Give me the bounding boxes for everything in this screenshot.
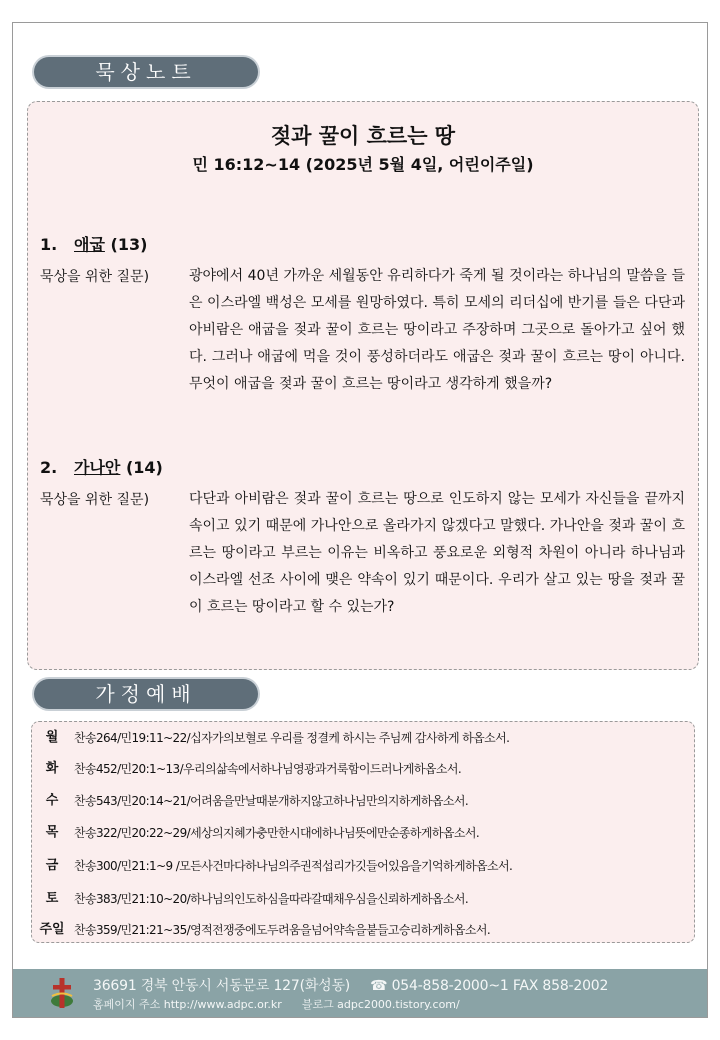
section-verse: (13) bbox=[110, 235, 148, 254]
worship-text: 찬송300/민21:1~9 /모든사건마다하나님의주권적섭리가깃들어있음을기억하게하옵소서. bbox=[74, 859, 513, 873]
question-label: 묵상을 위한 질문) bbox=[40, 269, 150, 285]
section-name: 애굽 bbox=[74, 235, 105, 254]
worship-row bbox=[32, 920, 694, 940]
section-number: 2. bbox=[40, 458, 58, 477]
worship-row bbox=[32, 889, 694, 909]
section-name: 가나안 bbox=[74, 458, 121, 477]
worship-text: 찬송264/민19:11~22/십자가의보혈로 우리를 정결케 하시는 주님께 감사하게 하옵소서. bbox=[74, 731, 510, 745]
church-web bbox=[93, 996, 460, 1012]
worship-text: 찬송359/민21:21~35/영적전쟁중에도두려움을넘어약속을붙들고승리하게하옵소서. bbox=[74, 923, 491, 937]
worship-day: 목 bbox=[45, 825, 59, 840]
sermon-title: 젖과 꿀이 흐르는 땅 bbox=[270, 124, 456, 148]
scripture-reference: 민 16:12~14 (2025년 5월 4일, 어린이주일) bbox=[192, 155, 534, 174]
worship-row bbox=[32, 728, 694, 748]
section-heading-canaan bbox=[40, 455, 163, 478]
worship-row bbox=[32, 856, 694, 876]
church-phone: ☎ 054-858-2000~1 FAX 858-2002 bbox=[370, 978, 609, 994]
question-text: 광야에서 40년 가까운 세월동안 유리하다가 죽게 될 것이라는 하나님의 말씀을 들은 이스라엘 백성은 모세를 원망하였다. 특히 모세의 리더십에 반기를 들은 다단과 아비람은 애굽을 젖과 꿀이 흐르는 땅이라고 주장하며 그곳으로 돌아가고 싶어 했다. 그러나 애굽에 먹을 것이 풍성하더라도 애굽은 젖과 꿀이 흐르는 땅이 아니다. 무엇이 애굽을 젖과 꿀이 흐르는 땅이라고 생각하게 했을까? bbox=[189, 268, 685, 392]
church-cross-logo-icon bbox=[49, 976, 75, 1010]
worship-day: 주일 bbox=[39, 922, 65, 937]
worship-day: 수 bbox=[45, 793, 59, 808]
church-contact bbox=[93, 975, 608, 995]
worship-text: 찬송322/민20:22~29/세상의지혜가충만한시대에하나님뜻에만순종하게하옵소서. bbox=[74, 826, 480, 840]
worship-row bbox=[32, 759, 694, 779]
worship-row bbox=[32, 791, 694, 811]
question-text: 다단과 아비람은 젖과 꿀이 흐르는 땅으로 인도하지 않는 모세가 자신들을 끝까지 속이고 있기 때문에 가나안으로 올라가지 않겠다고 말했다. 가나안을 젖과 꿀이 흐르는 땅이라고 부르는 이유는 비옥하고 풍요로운 외형적 차원이 아니라 하나님과 이스라엘 선조 사이에 맺은 약속이 있기 때문이다. 우리가 살고 있는 땅을 젖과 꿀이 흐르는 땅이라고 할 수 있는가? bbox=[189, 491, 685, 615]
worship-day: 토 bbox=[45, 891, 59, 906]
worship-text: 찬송452/민20:1~13/우리의삶속에서하나님영광과거룩함이드러나게하옵소서. bbox=[74, 762, 462, 776]
section-verse: (14) bbox=[125, 458, 163, 477]
family-worship-header: 가정예배 bbox=[34, 679, 258, 709]
section-heading-egypt bbox=[40, 232, 147, 255]
church-footer bbox=[13, 969, 707, 1017]
worship-text: 찬송383/민21:10~20/하나님의인도하심을따라갈때채우심을신뢰하게하옵소서. bbox=[74, 892, 469, 906]
blog-link[interactable]: 블로그 adpc2000.tistory.com/ bbox=[301, 998, 460, 1011]
worship-day: 화 bbox=[45, 761, 59, 776]
question-label: 묵상을 위한 질문) bbox=[40, 492, 150, 508]
meditation-box bbox=[27, 101, 699, 670]
section-number: 1. bbox=[40, 235, 58, 254]
worship-row bbox=[32, 823, 694, 843]
family-worship-box bbox=[31, 721, 695, 943]
worship-text: 찬송543/민20:14~21/어려움을만날때분개하지않고하나님만의지하게하옵소서. bbox=[74, 794, 469, 808]
meditation-header: 묵상노트 bbox=[34, 57, 258, 87]
church-address: 36691 경북 안동시 서동문로 127(화성동) bbox=[93, 978, 351, 994]
worship-day: 금 bbox=[45, 858, 59, 873]
worship-day: 월 bbox=[45, 730, 59, 745]
homepage-link[interactable]: 홈페이지 주소 http://www.adpc.or.kr bbox=[93, 998, 282, 1011]
